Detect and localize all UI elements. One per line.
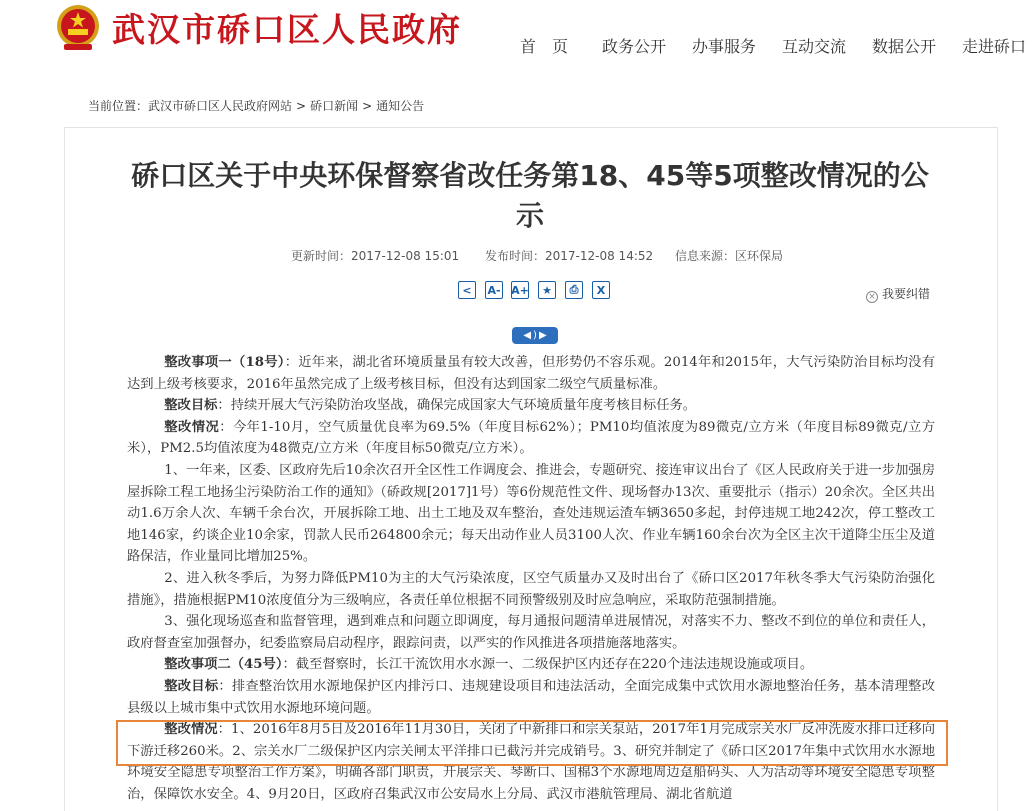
paragraph bbox=[127, 568, 935, 611]
paragraph-text: ：排查整治饮用水源地保护区内排污口、违规建设项目和违法活动，全面完成集中式饮用水源地整治任务，基本清理整改县级以上城市集中式饮用水源地环境问题。 bbox=[127, 678, 936, 716]
error-circle-icon: × bbox=[866, 291, 878, 303]
close-icon[interactable]: X bbox=[592, 281, 610, 299]
nav-item-about[interactable]: 走进硚口 bbox=[962, 37, 1027, 56]
paragraph-lead: 整改目标 bbox=[164, 398, 218, 414]
paragraph-text: 3、强化现场巡查和监督管理，遇到难点和问题立即调度，每月通报问题清单进展情况，对落实不力、整改不到位的单位和责任人，政府督查室加强督办，纪委监察局启动程序，跟踪问责，以严实的作风推进各项措施落地落实。 bbox=[127, 614, 935, 651]
article-title: 硚口区关于中央环保督察省改任务第18、45等5项整改情况的公示 bbox=[131, 159, 929, 232]
paragraph-text: ：截至督察时，长江干流饮用水水源一、二级保护区内还存在220个违法违规设施或项目。 bbox=[282, 657, 814, 673]
paragraph bbox=[127, 654, 935, 676]
published-time: 发布时间：2017-12-08 14:52 bbox=[485, 249, 654, 263]
paragraph-lead: 整改目标 bbox=[164, 678, 219, 694]
paragraph-lead: 整改事项一（18号） bbox=[164, 355, 285, 370]
updated-time: 更新时间：2017-12-08 15:01 bbox=[291, 249, 460, 263]
nav-item-interaction[interactable]: 互动交流 bbox=[782, 37, 847, 56]
site-title[interactable]: 武汉市硚口区人民政府 bbox=[112, 10, 462, 49]
font-decrease-icon[interactable]: A- bbox=[485, 281, 503, 299]
nav-item-government-affairs[interactable]: 政务公开 bbox=[602, 37, 667, 56]
paragraph-text: 1、一年来，区委、区政府先后10余次召开全区性工作调度会、推进会，专题研究、接连审议出台了《区人民政府关于进一步加强房屋拆除工程工地扬尘污染防治工作的通知》（硚政规[2017]1号）等6份规范性文件、现场督办13次、重要批示（指示）20余次。全区共出动1.6万余人次、车辆千余台次，开展拆除工地、出土工地及双车整治，查处违规运渣车辆3650多起，封停违规工地242次，停工整改工地146家，约谈企业10余家，罚款人民币264800余元；每天出动作业人员3100人次、作业车辆160余台次为全区主次干道降尘压尘及道路保洁，作业量同比增加25%。 bbox=[127, 462, 935, 565]
breadcrumb-prefix: 当前位置： bbox=[88, 99, 149, 113]
article-body bbox=[127, 352, 935, 805]
info-source: 信息来源：区环保局 bbox=[675, 249, 784, 263]
font-increase-icon[interactable]: A+ bbox=[511, 281, 529, 299]
paragraph bbox=[127, 611, 935, 654]
sound-wave-icon: ) bbox=[533, 330, 537, 341]
paragraph-text: ：1、2016年8月5日及2016年11月30日，关闭了中新排口和宗关泵站，2017年1月完成宗关水厂反冲洗废水排口迁移向下游迁移260米。2、宗关水厂二级保护区内宗关闸太平洋排口已截污并完成销号。3、研究并制定了《硚口区2017年集中式饮用水水源地环境安全隐患专项整治工作方案》，明确各部门职责，开展宗关、琴断口、国棉3个水源地周边趸船码头、人为活动等环境安全隐患专项整治，保障饮水安全。4、9月20日，区政府召集武汉市公安局水上分局、武汉市港航管理局、湖北省航道 bbox=[127, 722, 936, 802]
play-icon: ▶ bbox=[538, 330, 547, 341]
breadcrumb-separator: > bbox=[362, 99, 373, 113]
report-error-label: 我要纠错 bbox=[882, 287, 931, 301]
report-error-link[interactable] bbox=[866, 285, 930, 303]
paragraph-text: ：持续开展大气污染防治攻坚战，确保完成国家大气环境质量年度考核目标任务。 bbox=[217, 398, 697, 414]
nav-item-services[interactable]: 办事服务 bbox=[692, 37, 757, 56]
paragraph bbox=[127, 395, 935, 417]
site-header bbox=[0, 0, 1035, 95]
breadcrumb-separator: > bbox=[296, 99, 307, 113]
breadcrumb-link-notices[interactable]: 通知公告 bbox=[376, 99, 425, 113]
paragraph bbox=[127, 676, 935, 719]
paragraph-lead: 整改情况 bbox=[164, 722, 218, 738]
breadcrumb-link-home[interactable]: 武汉市硚口区人民政府网站 bbox=[148, 99, 293, 113]
paragraph-lead: 整改事项二（45号） bbox=[164, 657, 283, 673]
paragraph bbox=[127, 460, 935, 568]
audio-play-button[interactable] bbox=[512, 327, 558, 344]
breadcrumb-link-news[interactable]: 硚口新闻 bbox=[310, 99, 359, 113]
paragraph-lead: 整改情况 bbox=[164, 419, 220, 435]
print-icon[interactable]: ⎙ bbox=[565, 281, 583, 299]
paragraph-text: ：近年来，湖北省环境质量虽有较大改善，但形势仍不容乐观。2014年和2015年，大气污染防治目标均没有达到上级考核要求，2016年虽然完成了上级考核目标，但没有达到国家二级空气质量标准。 bbox=[127, 355, 935, 392]
speaker-icon: ◀ bbox=[523, 330, 532, 341]
paragraph-text: ：今年1-10月，空气质量优良率为69.5%（年度目标62%）；PM10均值浓度为89微克/立方米（年度目标89微克/立方米），PM2.5均值浓度为48微克/立方米（年度目标50微克/立方米）。 bbox=[127, 419, 935, 457]
paragraph bbox=[127, 719, 935, 805]
article-meta bbox=[0, 247, 1035, 265]
breadcrumb bbox=[88, 97, 424, 114]
paragraph bbox=[127, 352, 935, 395]
favorite-star-icon[interactable]: ★ bbox=[538, 281, 556, 299]
share-icon[interactable]: < bbox=[458, 281, 476, 299]
paragraph-text: 2、进入秋冬季后，为努力降低PM10为主的大气污染浓度，区空气质量办又及时出台了《硚口区2017年秋冬季大气污染防治强化措施》，措施根据PM10浓度值分为三级响应，各责任单位根据不同预警级别及时应急响应，采取防范强制措施。 bbox=[127, 570, 935, 608]
paragraph bbox=[127, 417, 935, 460]
nav-item-open-data[interactable]: 数据公开 bbox=[872, 37, 937, 56]
nav-item-home[interactable]: 首 页 bbox=[520, 37, 569, 56]
main-nav bbox=[0, 34, 1035, 56]
